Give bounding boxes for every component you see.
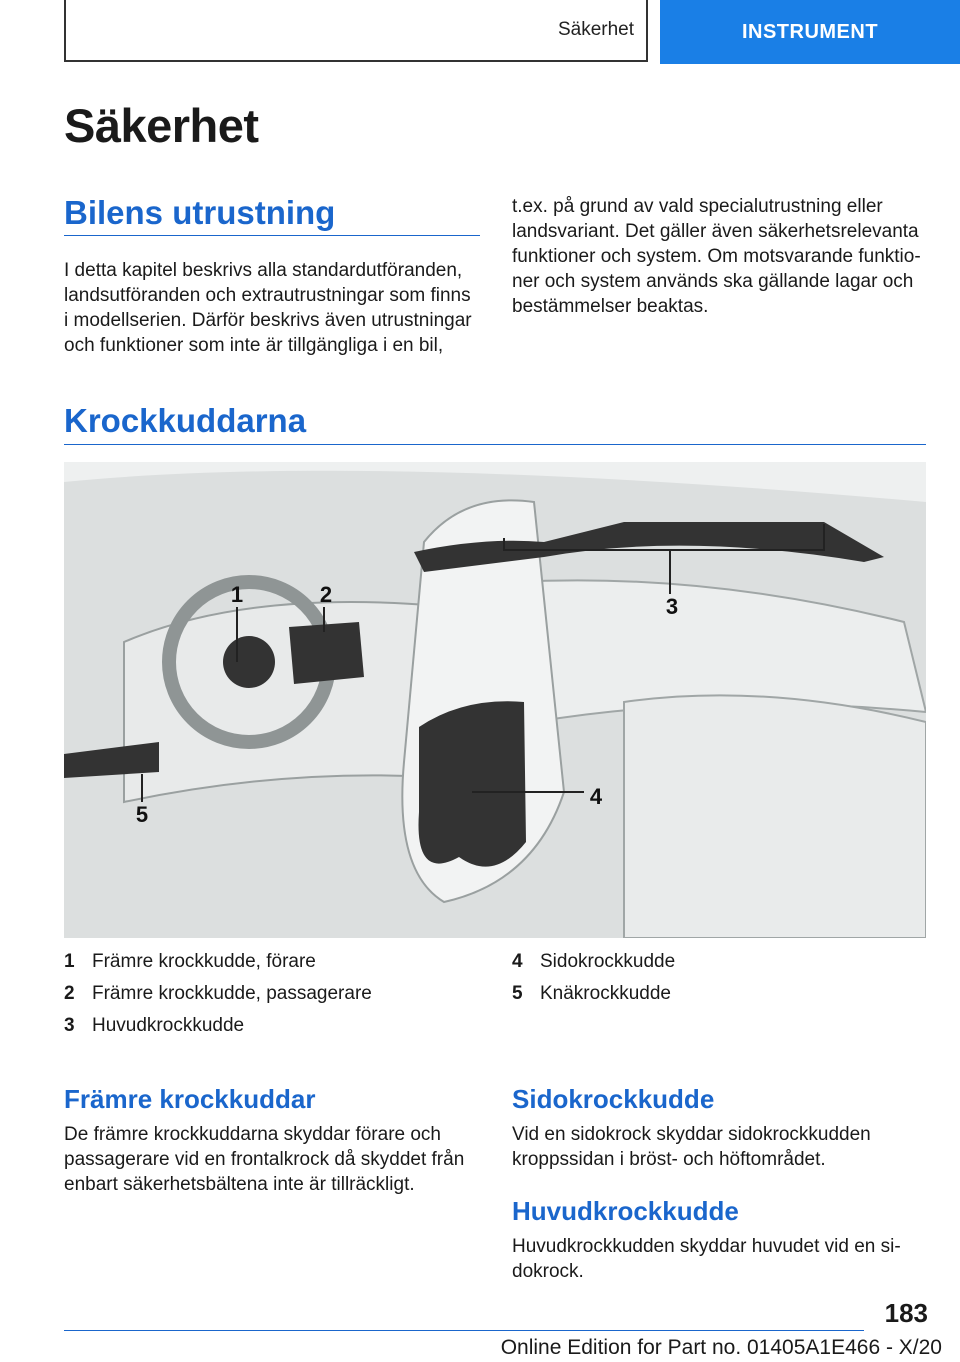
legend-item xyxy=(512,946,675,978)
text-line: dokrock. xyxy=(512,1261,584,1282)
side-airbag-shape xyxy=(419,701,527,866)
heading-sidokrockkudde: Sidokrockkudde xyxy=(512,1084,715,1114)
heading-huvudkrockkudde: Huvudkrockkudde xyxy=(512,1196,739,1226)
text-line: I detta kapitel beskrivs alla standardutföranden, xyxy=(64,260,463,281)
heading-bilens-utrustning: Bilens utrustning xyxy=(64,194,336,231)
header-section-tab xyxy=(64,0,648,62)
heading-krockkuddarna: Krockkuddarna xyxy=(64,402,307,439)
header-section-label: Säkerhet xyxy=(557,19,634,40)
text-line: landsutföranden och extrautrustningar som finns xyxy=(64,285,471,306)
legend-text: Sidokrockkudde xyxy=(540,951,676,972)
bilens-text-right xyxy=(512,194,942,319)
page-number: 183 xyxy=(884,1298,928,1328)
legend-text: Knäkrockkudde xyxy=(540,983,671,1004)
text-line: ner och system används ska gällande lagar och xyxy=(512,271,914,292)
text-line: funktioner och system. Om motsvarande funktio‐ xyxy=(512,246,921,267)
heading-rule xyxy=(64,235,480,236)
header-chapter-tab xyxy=(660,0,960,64)
text-line: landsvariant. Det gäller även säkerhetsrelevanta xyxy=(512,221,919,242)
figure-label-4: 4 xyxy=(589,784,603,809)
framre-text xyxy=(64,1122,494,1197)
legend-item xyxy=(512,978,675,1010)
legend-text: Främre krockkudde, förare xyxy=(92,951,316,972)
legend-number: 5 xyxy=(512,983,523,1004)
text-line: Huvudkrockkudden skyddar huvudet vid en si‐ xyxy=(512,1236,901,1257)
figure-label-3: 3 xyxy=(665,594,679,619)
legend-text: Huvudkrockkudde xyxy=(92,1015,245,1036)
figure-label-1: 1 xyxy=(230,582,244,607)
huvud-text xyxy=(512,1234,942,1284)
legend-text: Främre krockkudde, passagerare xyxy=(92,983,372,1004)
text-line: kroppssidan i bröst- och höftområdet. xyxy=(512,1149,826,1170)
figure-label-5: 5 xyxy=(135,802,149,827)
heading-rule xyxy=(64,444,926,445)
legend-item xyxy=(64,978,372,1010)
text-line: De främre krockkuddarna skyddar förare och xyxy=(64,1124,441,1145)
text-line: och funktioner som inte är tillgängliga i en bil, xyxy=(64,335,444,356)
rear-seat-shape xyxy=(624,695,926,938)
text-line: enbart säkerhetsbältena inte är tillräckligt. xyxy=(64,1174,415,1195)
legend-number: 4 xyxy=(512,951,523,972)
airbag-illustration xyxy=(64,462,926,938)
text-line: i modellserien. Därför beskrivs även utrustningar xyxy=(64,310,472,331)
passenger-airbag-shape xyxy=(289,622,364,684)
text-line: Vid en sidokrock skyddar sidokrockkudden xyxy=(512,1124,871,1145)
sido-text xyxy=(512,1122,942,1172)
legend-number: 2 xyxy=(64,983,75,1004)
text-line: bestämmelser beaktas. xyxy=(512,296,709,317)
text-line: passagerare vid en frontalkrock då skyddet från xyxy=(64,1149,465,1170)
page-title: Säkerhet xyxy=(64,99,259,152)
legend-item xyxy=(64,1010,372,1042)
driver-airbag-shape xyxy=(223,636,275,688)
legend-left xyxy=(64,946,372,1042)
header-chapter-label: INSTRUMENT xyxy=(741,20,879,43)
footer-rule xyxy=(64,1330,864,1331)
legend-item xyxy=(64,946,372,978)
bilens-text-left xyxy=(64,258,484,358)
figure-label-2: 2 xyxy=(319,582,333,607)
legend-number: 3 xyxy=(64,1015,75,1036)
heading-framre-krockkuddar: Främre krockkuddar xyxy=(64,1084,316,1114)
text-line: t.ex. på grund av vald specialutrustning eller xyxy=(512,196,883,217)
footer-edition-text: Online Edition for Part no. 01405A1E466 - X/20 xyxy=(500,1336,942,1359)
legend-right xyxy=(512,946,675,1010)
legend-number: 1 xyxy=(64,951,75,972)
